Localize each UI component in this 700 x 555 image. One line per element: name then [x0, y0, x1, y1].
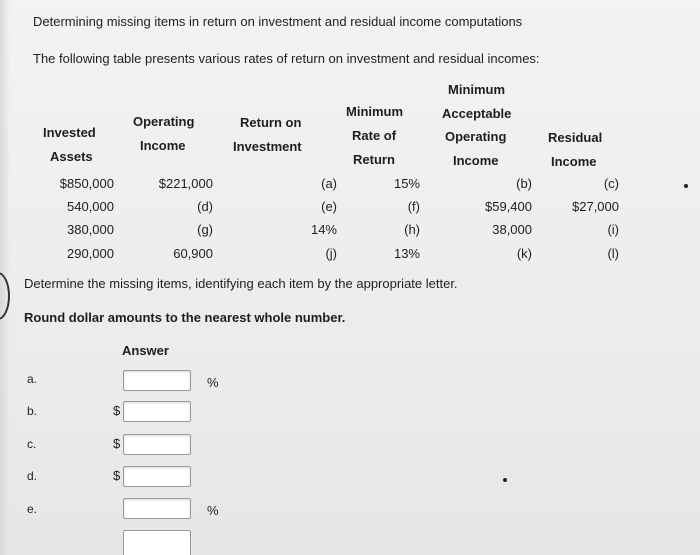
answer-a-input[interactable] — [123, 370, 191, 391]
stray-dot-mark — [503, 478, 507, 482]
header-min-rate-line3: Return — [353, 152, 395, 167]
table-cell: (a) — [321, 176, 337, 191]
problem-title: Determining missing items in return on investment and residual income computations — [33, 14, 523, 29]
header-min-acceptable-line1: Minimum — [448, 82, 506, 97]
table-cell: (j) — [325, 246, 337, 261]
table-cell: $27,000 — [572, 199, 619, 214]
header-roi-line2: Investment — [233, 139, 302, 154]
table-cell: $221,000 — [158, 176, 213, 191]
table-cell: (l) — [607, 246, 619, 261]
table-cell: (h) — [404, 222, 420, 237]
instruction-text: Determine the missing items, identifying each item by the appropriate letter. — [24, 276, 458, 291]
table-cell: 60,900 — [173, 246, 213, 261]
answer-e-suffix: % — [207, 503, 219, 518]
answer-letter-d: d. — [27, 469, 38, 483]
answer-letter-a: a. — [27, 372, 38, 386]
table-cell: 540,000 — [67, 199, 114, 214]
table-cell: (k) — [516, 246, 532, 261]
header-min-rate-line1: Minimum — [346, 104, 404, 119]
table-cell: (b) — [516, 176, 532, 191]
header-residual-line1: Residual — [548, 130, 603, 145]
header-min-acceptable-line2: Acceptable — [442, 106, 512, 121]
answer-b-input[interactable] — [123, 401, 191, 422]
table-cell: (f) — [407, 199, 420, 214]
table-cell: 38,000 — [492, 222, 532, 237]
answer-letter-e: e. — [27, 502, 38, 516]
header-min-acceptable-line4: Income — [453, 153, 499, 168]
rounding-note: Round dollar amounts to the nearest whole number. — [24, 310, 346, 325]
header-min-rate-line2: Rate of — [352, 128, 397, 143]
answer-c-input[interactable] — [123, 434, 191, 455]
answer-f-input-partial[interactable] — [123, 530, 191, 555]
table-cell: 14% — [310, 222, 337, 237]
answer-d-prefix: $ — [113, 468, 121, 483]
table-cell: 290,000 — [67, 246, 114, 261]
table-cell: $850,000 — [59, 176, 114, 191]
header-residual-line2: Income — [551, 154, 597, 169]
table-cell: (i) — [607, 222, 619, 237]
header-invested-line1: Invested — [43, 125, 96, 140]
header-roi-line1: Return on — [240, 115, 302, 130]
answer-a-suffix: % — [207, 375, 219, 390]
table-cell: 15% — [393, 176, 420, 191]
table-cell: (d) — [197, 199, 213, 214]
answer-b-prefix: $ — [113, 403, 121, 418]
stray-dot-mark — [684, 184, 688, 188]
header-min-acceptable-line3: Operating — [445, 129, 507, 144]
table-cell: (e) — [321, 199, 337, 214]
answer-d-input[interactable] — [123, 466, 191, 487]
answer-header: Answer — [122, 343, 169, 358]
table-cell: (g) — [197, 222, 213, 237]
table-cell: $59,400 — [485, 199, 532, 214]
table-cell: 13% — [393, 246, 420, 261]
header-operating-income-line1: Operating — [133, 114, 195, 129]
table-cell: 380,000 — [67, 222, 114, 237]
table-cell: (c) — [603, 176, 619, 191]
answer-e-input[interactable] — [123, 498, 191, 519]
header-operating-income-line2: Income — [140, 138, 186, 153]
answer-letter-c: c. — [27, 437, 37, 451]
answer-letter-b: b. — [27, 404, 38, 418]
header-invested-line2: Assets — [50, 149, 93, 164]
answer-c-prefix: $ — [113, 436, 121, 451]
problem-intro: The following table presents various rates of return on investment and residual incomes: — [33, 51, 540, 66]
